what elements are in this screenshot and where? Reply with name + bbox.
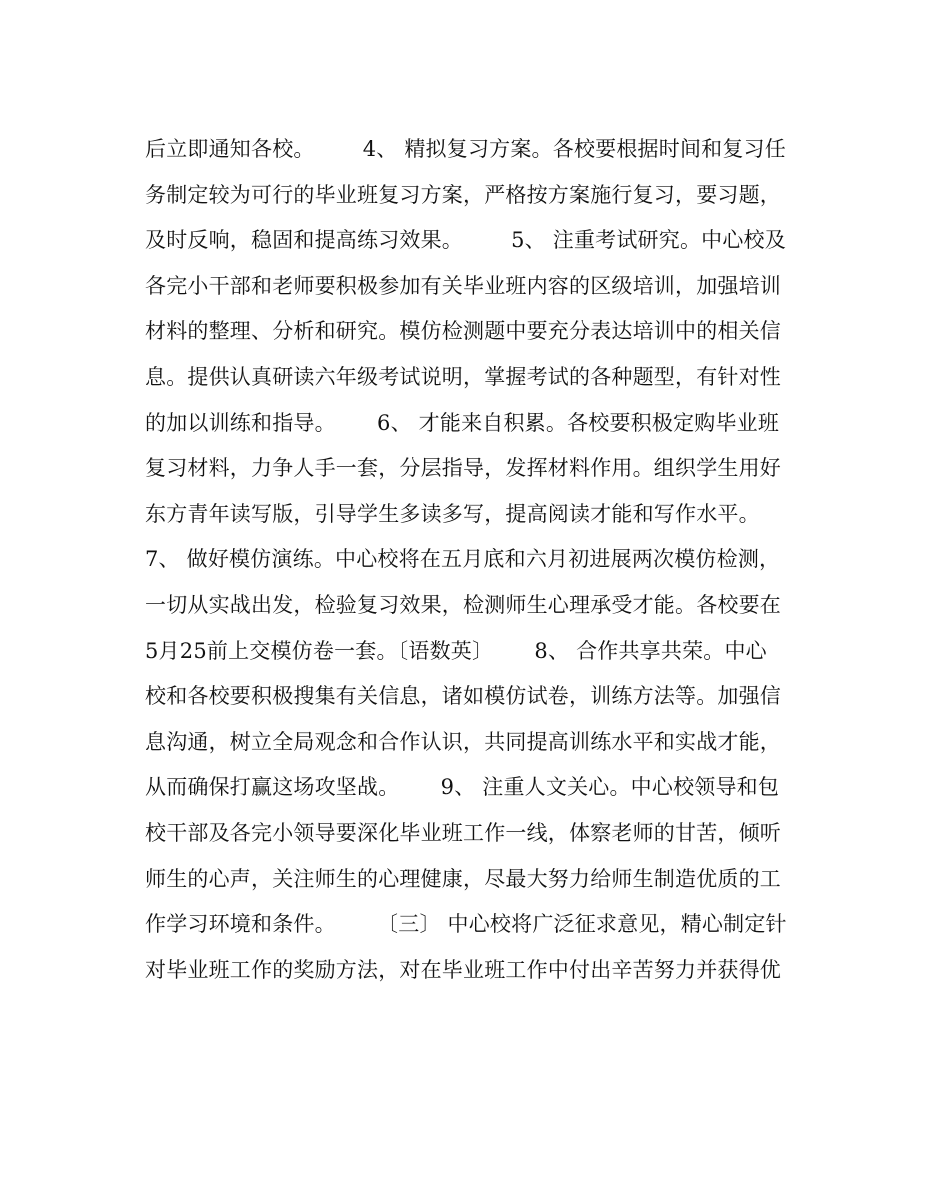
text-line: 务制定较为可行的毕业班复习方案，严格按方案施行复习，要习题，	[145, 182, 781, 207]
text-line: 材料的整理、分析和研究。模仿检测题中要充分表达培训中的相关信	[145, 319, 781, 344]
text-line: 一切从实战出发，检验复习效果，检测师生心理承受才能。各校要在	[145, 592, 781, 617]
text-line: 从而确保打赢这场攻坚战。 9、 注重人文关心。中心校领导和包	[145, 775, 780, 800]
text-line: 息。提供认真研读六年级考试说明，掌握考试的各种题型，有针对性	[145, 364, 781, 389]
text-line: 各完小干部和老师要积极参加有关毕业班内容的区级培训，加强培训	[145, 273, 781, 298]
text-line: 及时反响，稳固和提高练习效果。 5、 注重考试研究。中心校及	[145, 228, 786, 253]
text-line: 5月25前上交模仿卷一套。〔语数英〕 8、 合作共享共荣。中心	[145, 638, 767, 663]
text-line: 师生的心声，关注师生的心理健康，尽最大努力给师生制造优质的工	[145, 866, 781, 891]
text-line: 复习材料，力争人手一套，分层指导，发挥材料作用。组织学生用好	[145, 456, 781, 481]
text-line: 校干部及各完小领导要深化毕业班工作一线，体察老师的甘苦，倾听	[145, 820, 781, 845]
text-line: 东方青年读写版，引导学生多读多写，提高阅读才能和写作水平。	[145, 501, 760, 526]
text-line: 7、 做好模仿演练。中心校将在五月底和六月初进展两次模仿检测，	[145, 547, 781, 572]
body-text	[145, 127, 815, 993]
text-line: 的加以训练和指导。 6、 才能来自积累。各校要积极定购毕业班	[145, 410, 780, 435]
text-line: 对毕业班工作的奖励方法，对在毕业班工作中付出辛苦努力并获得优	[145, 957, 781, 982]
text-line: 作学习环境和条件。 〔三〕 中心校将广泛征求意见，精心制定针	[145, 912, 787, 937]
text-line: 息沟通，树立全局观念和合作认识，共同提高训练水平和实战才能，	[145, 729, 781, 754]
text-line: 后立即通知各校。 4、 精拟复习方案。各校要根据时间和复习任	[145, 137, 786, 161]
text-line: 校和各校要积极搜集有关信息，诸如模仿试卷，训练方法等。加强信	[145, 684, 781, 709]
